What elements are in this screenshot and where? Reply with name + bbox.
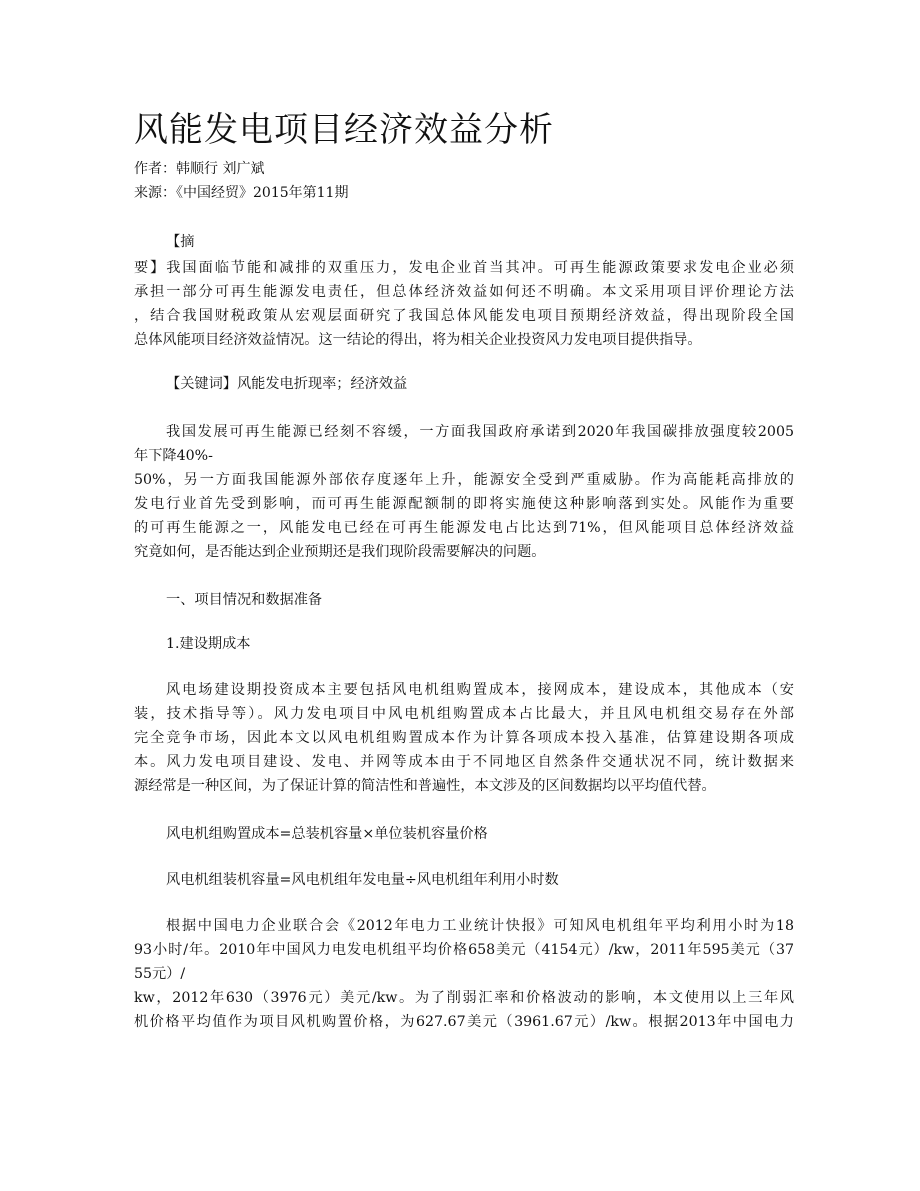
cost-line: 源经常是一种区间，为了保证计算的简洁性和普遍性，本文涉及的区间数据均以平均值代替。 [134, 778, 716, 794]
keywords: 【关键词】风能发电折现率；经济效益 [166, 376, 408, 392]
abstract-label: 【摘 [166, 234, 195, 250]
intro-line: 我国发展可再生能源已经刻不容缓，一方面我国政府承诺到2020年我国碳排放强度较2005 [166, 424, 794, 440]
abstract-paragraph [134, 256, 794, 352]
article-author: 作者：韩顺行 刘广斌 [134, 161, 265, 177]
section-heading: 一、项目情况和数据准备 [166, 592, 323, 608]
abstract-line: ，结合我国财税政策从宏观层面研究了我国总体风能发电项目预期经济效益，得出现阶段全国 [134, 308, 794, 324]
intro-line: 年下降40%- [134, 448, 213, 464]
price-line: kw，2012年630（3976元）美元/kw。为了削弱汇率和价格波动的影响，本文使用以上三年风 [134, 990, 794, 1006]
cost-line: 完全竞争市场，因此本文以风电机组购置成本作为计算各项成本投入基准，估算建设期各项成 [134, 730, 794, 746]
intro-line: 究竟如何，是否能达到企业预期还是我们现阶段需要解决的问题。 [134, 544, 546, 560]
abstract-line: 承担一部分可再生能源发电责任，但总体经济效益如何还不明确。本文采用项目评价理论方法 [134, 284, 794, 300]
price-line: 55元）/ [134, 966, 186, 982]
cost-paragraph [134, 678, 794, 798]
article-title: 风能发电项目经济效益分析 [134, 110, 554, 150]
cost-line: 风电场建设期投资成本主要包括风电机组购置成本，接网成本，建设成本，其他成本（安 [166, 682, 794, 698]
price-line: 93小时/年。2010年中国风力电发电机组平均价格658美元（4154元）/kw，2011年595美元（37 [134, 942, 794, 958]
cost-line: 本。风力发电项目建设、发电、并网等成本由于不同地区自然条件交通状况不同，统计数据来 [134, 754, 794, 770]
intro-line: 的可再生能源之一，风能发电已经在可再生能源发电占比达到71%，但风能项目总体经济效益 [134, 520, 794, 536]
price-paragraph [134, 914, 794, 1034]
formula-capacity: 风电机组装机容量=风电机组年发电量÷风电机组年利用小时数 [166, 872, 559, 888]
intro-line: 发电行业首先受到影响，而可再生能源配额制的即将实施使这种影响落到实处。风能作为重要 [134, 496, 794, 512]
intro-paragraph [134, 420, 794, 564]
subsection-heading: 1.建设期成本 [166, 636, 251, 652]
formula-purchase-cost: 风电机组购置成本=总装机容量×单位装机容量价格 [166, 826, 488, 842]
abstract-line: 总体风能项目经济效益情况。这一结论的得出，将为相关企业投资风力发电项目提供指导。 [134, 332, 702, 348]
article-source: 来源：《中国经贸》2015年第11期 [134, 185, 349, 201]
price-line: 根据中国电力企业联合会《2012年电力工业统计快报》可知风电机组年平均利用小时为18 [166, 918, 794, 934]
cost-line: 装，技术指导等）。风力发电项目中风电机组购置成本占比最大，并且风电机组交易存在外部 [134, 706, 794, 722]
intro-line: 50%，另一方面我国能源外部依存度逐年上升，能源安全受到严重威胁。作为高能耗高排放的 [134, 472, 794, 488]
abstract-line: 要】我国面临节能和减排的双重压力，发电企业首当其冲。可再生能源政策要求发电企业必须 [134, 260, 794, 276]
price-line: 机价格平均值作为项目风机购置价格，为627.67美元（3961.67元）/kw。根据2013年中国电力 [134, 1014, 794, 1030]
